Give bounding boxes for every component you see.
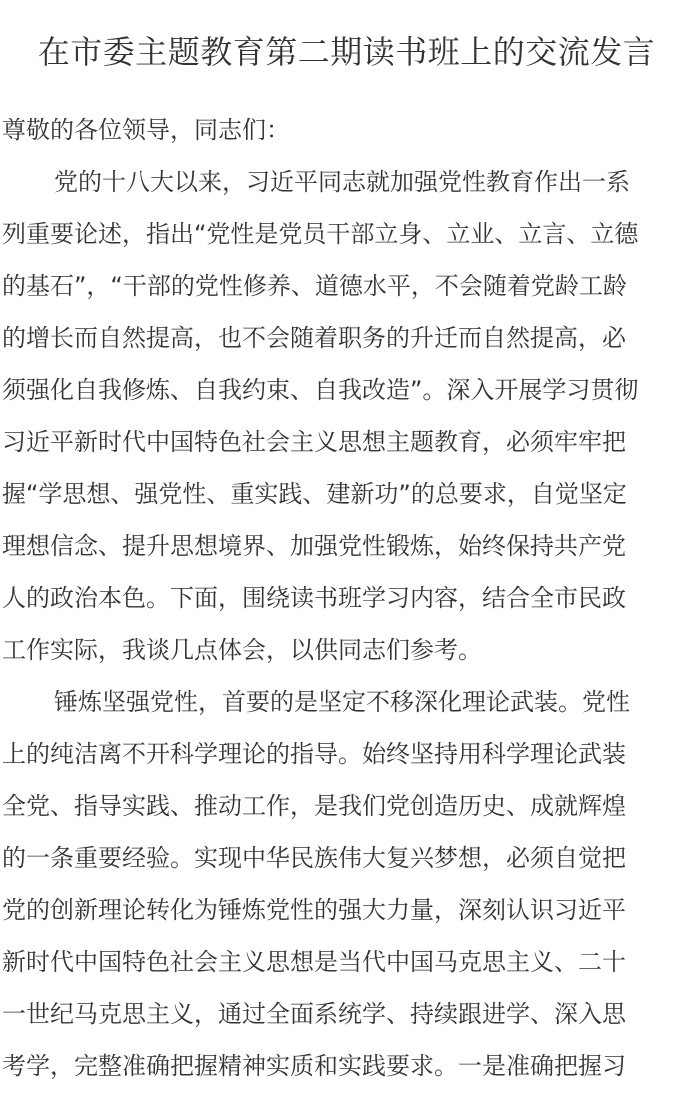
paragraph-2-line-8: 考学，完整准确把握精神实质和实践要求。一是准确把握习 — [2, 1052, 626, 1080]
paragraph-2-line-3: 全党、指导实践、推动工作，是我们党创造历史、成就辉煌 — [2, 792, 626, 820]
paragraph-1-line-5: 须强化自我修炼、自我约束、自我改造”。深入开展学习贯彻 — [2, 376, 639, 404]
paragraph-2-line-2: 上的纯洁离不开科学理论的指导。始终坚持用科学理论武装 — [2, 740, 626, 768]
paragraph-1-line-9: 人的政治本色。下面，围绕读书班学习内容，结合全市民政 — [2, 584, 626, 612]
paragraph-2-line-6: 新时代中国特色社会主义思想是当代中国马克思主义、二十 — [2, 948, 626, 976]
document-title: 在市委主题教育第二期读书班上的交流发言 — [37, 33, 656, 71]
paragraph-1-line-1: 党的十八大以来，习近平同志就加强党性教育作出一系 — [54, 168, 630, 196]
paragraph-2-line-1: 锤炼坚强党性，首要的是坚定不移深化理论武装。党性 — [54, 688, 630, 716]
paragraph-1-line-8: 理想信念、提升思想境界、加强党性锻炼，始终保持共产党 — [2, 532, 626, 560]
paragraph-1-line-3: 的基石”，“干部的党性修养、道德水平，不会随着党龄工龄 — [2, 272, 627, 300]
salutation-line: 尊敬的各位领导，同志们： — [2, 116, 290, 144]
paragraph-1-line-4: 的增长而自然提高，也不会随着职务的升迁而自然提高，必 — [2, 324, 626, 352]
paragraph-2-line-5: 党的创新理论转化为锤炼党性的强大力量，深刻认识习近平 — [2, 896, 626, 924]
paragraph-2-line-4: 的一条重要经验。实现中华民族伟大复兴梦想，必须自觉把 — [2, 844, 626, 872]
paragraph-2-line-7: 一世纪马克思主义，通过全面系统学、持续跟进学、深入思 — [2, 1000, 626, 1028]
paragraph-1-line-2: 列重要论述，指出“党性是党员干部立身、立业、立言、立德 — [2, 220, 639, 248]
paragraph-1-line-10: 工作实际，我谈几点体会，以供同志们参考。 — [2, 636, 482, 664]
paragraph-1-line-6: 习近平新时代中国特色社会主义思想主题教育，必须牢牢把 — [2, 428, 626, 456]
document-body — [2, 104, 688, 1092]
paragraph-1-line-7: 握“学思想、强党性、重实践、建新功”的总要求，自觉坚定 — [2, 480, 627, 508]
